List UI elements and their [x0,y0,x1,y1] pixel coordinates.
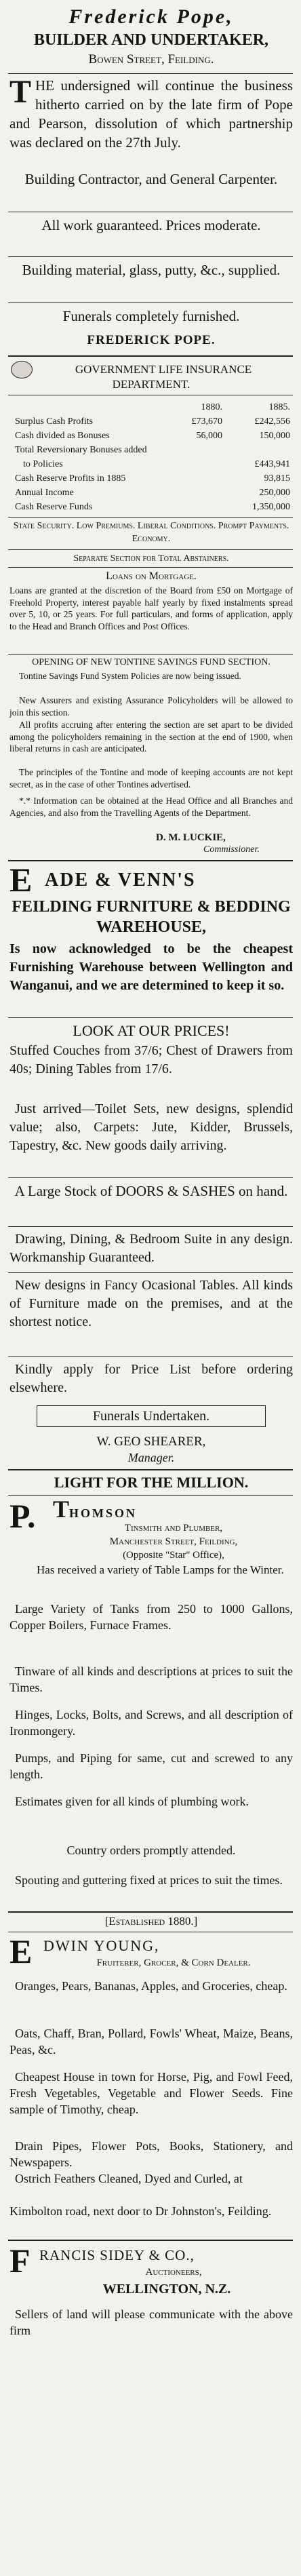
pope-guaranteed: All work guaranteed. Prices moderate. [41,217,261,233]
thomson-received: Has received a variety of Table Lamps for the Winter. [37,1563,284,1576]
rule [8,355,293,357]
rule [8,73,293,74]
rule [8,1495,293,1496]
eade-drop-cap: E [9,861,33,899]
young-cheapest: Cheapest House in town for Horse, Pig, and Fowl Feed, Fresh Vegetables, Vegetable and Flower Seeds. Fine sample of Timothy, cheap. [9,2070,293,2116]
tontine-text-4: The principles of the Tontine and mode of keeping accounts are not kept secret, as in the case of other Tontines advertised. [9,767,293,789]
young-drop-cap: E [9,1932,33,1970]
thomson-estimates: Estimates given for all kinds of plumbing work. [15,1795,249,1808]
rule [8,1911,293,1913]
sidey-sellers: Sellers of land will please communicate with the above firm [9,2307,293,2337]
eade-apply: Kindly apply for Price List before ordering elsewhere. [9,1362,293,1395]
thomson-address: Manchester Street, Feilding, [109,1536,238,1547]
sidey-name: RANCIS SIDEY & CO., [39,2247,195,2263]
thomson-tanks: Large Variety of Tanks from 250 to 1000 Gallons, Copper Boilers, Furnace Frames. [9,1602,293,1632]
crest-icon [11,361,33,378]
insurance-abstainers: Separate Section for Total Abstainers. [73,553,229,564]
thomson-tagline: LIGHT FOR THE MILLION. [54,1474,249,1491]
thomson-tinware: Tinware of all kinds and descriptions at prices to suit the Times. [9,1664,293,1694]
young-established: [Established 1880.] [104,1915,198,1928]
young-kimbolton: Kimbolton road, next door to Dr Johnston's, Feilding. [9,2204,272,2218]
eade-arrived: Just arrived—Toilet Sets, new designs, splendid value; also, Carpets: Jute, Kidder, Brussels, Tapestry, &c. New goods daily arriving. [9,1101,293,1153]
rule [8,1177,293,1178]
rule [8,860,293,861]
insurance-features: State Security. Low Premiums. Liberal Conditions. Prompt Payments. Economy. [13,521,289,544]
insurance-info: *.* Information can be obtained at the Head Office and all Branches and Agencies, and also from the Travelling Agents of the Department. [9,796,293,818]
tontine-title: OPENING OF NEW TONTINE SAVINGS FUND SECTION. [32,657,270,667]
rule [8,2240,293,2241]
table-header [15,400,290,414]
young-trade: Fruiterer, Grocer, & Corn Dealer. [96,1957,251,1968]
drop-cap: T [9,74,32,110]
young-oats: Oats, Chaff, Bran, Pollard, Fowls' Wheat, Maize, Beans, Peas, &c. [9,2027,293,2056]
sidey-drop-cap: F [9,2242,31,2280]
rule [8,256,293,257]
pope-address: Bowen Street, Feilding. [88,52,214,66]
year-1880: 1880. [201,402,222,412]
insurance-table [15,400,290,514]
eade-prices: Stuffed Couches from 37/6; Chest of Drawers from 40s; Dining Tables from 17/6. [9,1043,293,1076]
pope-trade: BUILDER AND UNDERTAKER, [33,31,269,49]
table-row: Cash divided as Bonuses 56,000 150,000 [15,431,290,441]
pope-contractor: Building Contractor, and General Carpenter. [24,171,278,187]
table-row: Cash Reserve Profits in 1885 93,815 [15,473,290,484]
table-row: Annual Income 250,000 [15,488,290,498]
eade-doors: A Large Stock of DOORS & SASHES on hand. [14,1183,288,1199]
eade-funerals: Funerals Undertaken. [92,1409,210,1424]
thomson-name [53,1496,138,1525]
thomson-hinges: Hinges, Locks, Bolts, and Screws, and all description of Ironmongery. [9,1708,293,1738]
eade-header [9,861,293,899]
eade-prices-title: LOOK AT OUR PRICES! [73,1022,230,1039]
mortgage-text: Loans are granted at the discretion of the Board from £50 on Mortgage of Freehold Property, interest payable half yearly by fixed instalments spread over 5, 10, or 25 years. For full particulars, and forms of application, apply to the Head and Branch Offices and Post Offices. [9,585,293,631]
young-ostrich: Ostrich Feathers Cleaned, Dyed and Curled, at [15,2172,243,2185]
eade-tables: New designs in Fancy Ocasional Tables. All kinds of Furniture made on the premises, and at the shortest notice. [9,1278,293,1329]
rule [8,654,293,655]
eade-manager: W. GEO SHEARER, [96,1435,206,1449]
young-name: DWIN YOUNG, [43,1937,160,1954]
thomson-name-cap: T [53,1496,70,1523]
pope-intro-text: HE undersigned will continue the business hitherto carried on by the late firm of Pope and Pearson, dissolution of which partnership was declared on the 27th July. [9,77,293,151]
thomson-initial: P. [9,1497,36,1535]
eade-manager-title: Manager. [127,1451,175,1464]
thomson-country: Country orders promptly attended. [66,1843,236,1857]
rule [8,1469,293,1470]
eade-intro: Is now acknowledged to be the cheapest Furnishing Warehouse between Wellington and Wanganui, and we are determined to keep it so. [9,941,293,993]
eade-drawing: Drawing, Dining, & Bedroom Suite in any design. Workmanship Guaranteed. [9,1232,293,1265]
rule [8,549,293,550]
table-row: Surplus Cash Profits £73,670 £242,556 [15,416,290,427]
rule [8,517,293,518]
thomson-pumps: Pumps, and Piping for same, cut and screwed to any length. [9,1751,293,1781]
pope-materials: Building material, glass, putty, &c., supplied. [22,262,281,278]
tontine-text-1: Tontine Savings Fund System Policies are now being issued. [19,671,241,681]
sidey-place: WELLINGTON, N.Z. [102,2282,231,2297]
insurance-signer-title: Commissioner. [203,844,260,855]
pope-name: Frederick Pope, [68,5,234,28]
insurance-signer: D. M. LUCKIE, [156,832,226,843]
rule [8,1226,293,1227]
pope-intro [9,76,293,152]
insurance-subtitle: DEPARTMENT. [112,378,190,391]
tontine-text-3: All profits accruing after entering the section are set apart to be divided among the policyholders remaining in the section at the end of 1900, when liberal returns in cash are anticipated. [9,720,293,754]
rule [8,1017,293,1018]
eade-name: ADE & VENN'S [45,870,196,891]
table-row: to Policies £443,941 [23,459,290,469]
thomson-name-rest: HOMSON [69,1506,138,1520]
mortgage-title: Loans on Mortgage. [106,570,197,582]
sidey-trade: Auctioneers, [145,2267,202,2278]
eade-subtitle: FEILDING FURNITURE & BEDDING WAREHOUSE, [12,898,291,936]
young-pipes: Drain Pipes, Flower Pots, Books, Stationery, and Newspapers. [9,2139,293,2169]
thomson-trade: Tinsmith and Plumber, [124,1523,223,1534]
pope-funerals: Funerals completely furnished. [62,308,240,324]
insurance-title: GOVERNMENT LIFE INSURANCE [75,363,252,376]
tontine-text-2: New Assurers and existing Assurance Policyholders will be allowed to join this section. [9,695,293,718]
rule [8,1272,293,1273]
pope-signature: FREDERICK POPE. [87,333,216,347]
thomson-spouting: Spouting and guttering fixed at prices to suit the times. [15,1873,283,1887]
year-1885: 1885. [268,402,290,412]
table-row: Cash Reserve Funds 1,350,000 [15,502,290,512]
table-row: Total Reversionary Bonuses added [15,445,147,455]
young-fruit: Oranges, Pears, Bananas, Apples, and Groceries, cheap. [15,1979,287,1993]
thomson-opposite: (Opposite "Star" Office), [123,1550,224,1561]
rule [8,567,293,568]
